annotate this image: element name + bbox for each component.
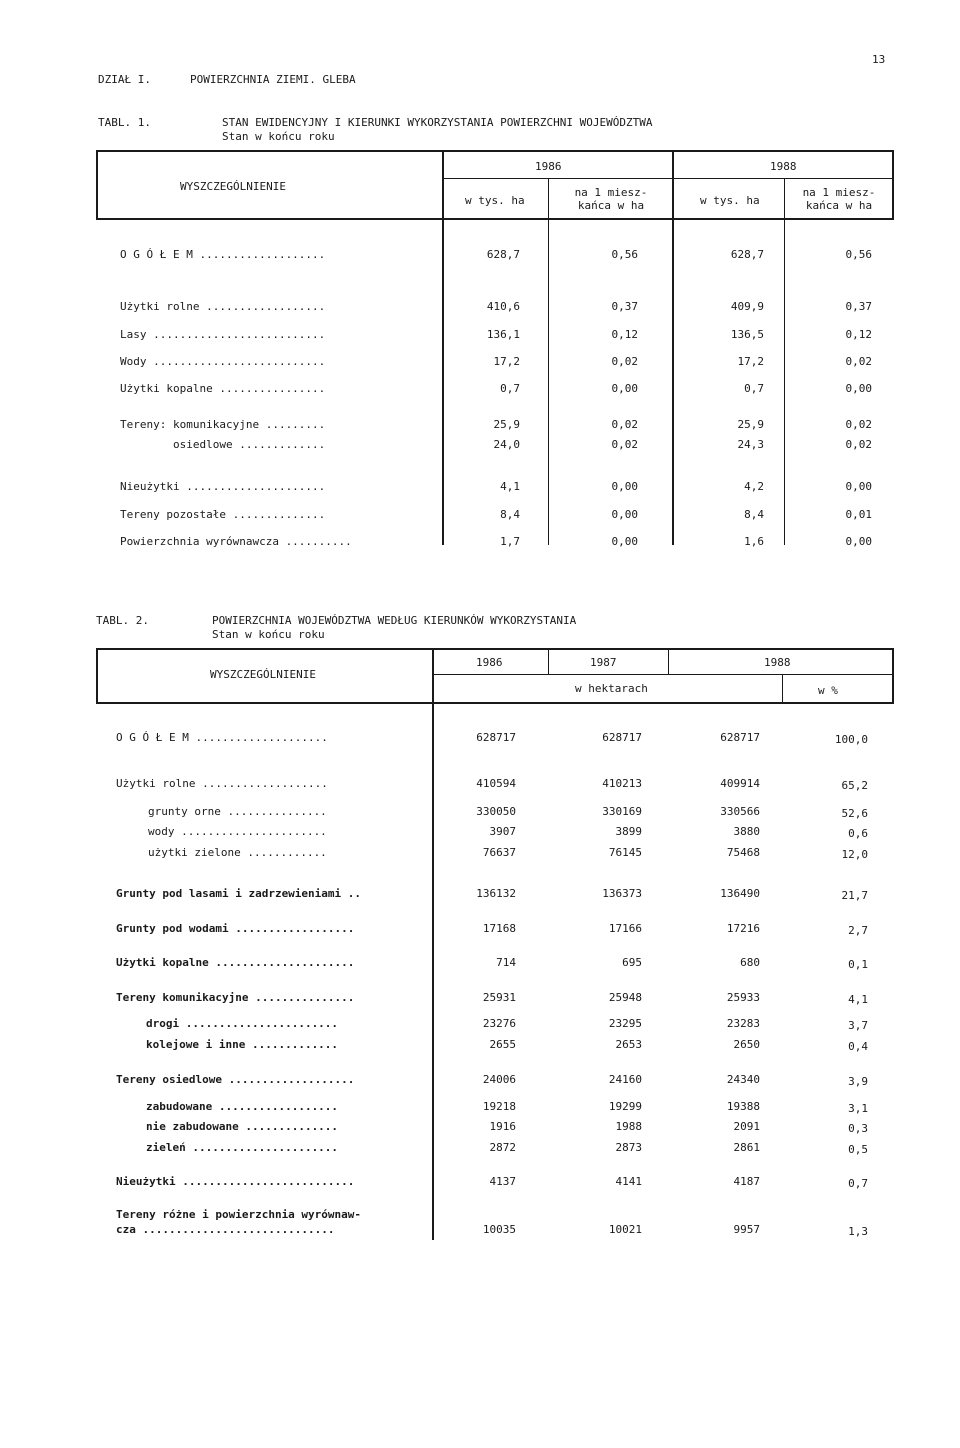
- table2-year-c: 1988: [764, 656, 791, 669]
- t1-row-7-v2: 0,00: [611, 480, 638, 493]
- table2-subtitle: Stan w końcu roku: [212, 628, 325, 641]
- t1-row-7-v4: 0,00: [845, 480, 872, 493]
- t2-row-14-v2: 2873: [615, 1141, 642, 1154]
- t2-row-0-v4: 100,0: [834, 733, 868, 746]
- t1-row-2-v4: 0,12: [845, 328, 872, 341]
- table2-title: POWIERZCHNIA WOJEWÓDZTWA WEDŁUG KIERUNKÓW WYKORZYSTANIA: [212, 614, 577, 627]
- t2-row-9-v2: 23295: [608, 1017, 642, 1030]
- t2-row-4-label: użytki zielone ............: [148, 846, 327, 859]
- t2-row-14-v1: 2872: [489, 1141, 516, 1154]
- t1-row-6-v3: 24,3: [737, 438, 764, 451]
- table2-unit-pct: w %: [818, 684, 838, 697]
- t2-row-9-v4: 3,7: [848, 1019, 868, 1032]
- t2-row-1-v4: 65,2: [841, 779, 868, 792]
- t1-row-7-label: Nieużytki .....................: [120, 480, 326, 493]
- table1-unit-pc-b2: kańca w ha: [805, 199, 873, 212]
- t1-row-5-v3: 25,9: [737, 418, 764, 431]
- t1-row-5-v2: 0,02: [611, 418, 638, 431]
- table2-year-a: 1986: [476, 656, 503, 669]
- t1-row-3-label: Wody ..........................: [120, 355, 326, 368]
- t2-row-10-v3: 2650: [733, 1038, 760, 1051]
- t2-row-12-v4: 3,1: [848, 1102, 868, 1115]
- t2-row-8-v2: 25948: [608, 991, 642, 1004]
- t1-row-5-v1: 25,9: [493, 418, 520, 431]
- t2-row-13-v3: 2091: [733, 1120, 760, 1133]
- t2-row-14-label: zieleń ......................: [146, 1141, 339, 1154]
- table1-col-header: WYSZCZEGÓLNIENIE: [180, 180, 286, 193]
- t2-row-2-v4: 52,6: [841, 807, 868, 820]
- t2-row-12-v3: 19388: [726, 1100, 760, 1113]
- table1-divider-year: [672, 150, 674, 545]
- t2-row-13-v1: 1916: [489, 1120, 516, 1133]
- t2-row-7-v2: 695: [622, 956, 642, 969]
- t2-row-16-v1: 10035: [482, 1223, 516, 1236]
- t1-row-8-v1: 8,4: [500, 508, 520, 521]
- t2-row-14-v4: 0,5: [848, 1143, 868, 1156]
- t2-row-7-v4: 0,1: [848, 958, 868, 971]
- table1-header-divider: [96, 218, 894, 220]
- t2-row-4-v2: 76145: [608, 846, 642, 859]
- t2-row-3-v3: 3880: [733, 825, 760, 838]
- t2-row-11-label: Tereny osiedlowe ...................: [116, 1073, 355, 1086]
- t2-row-6-label: Grunty pod wodami ..................: [116, 922, 355, 935]
- t2-row-9-label: drogi .......................: [146, 1017, 339, 1030]
- t2-row-15-v2: 4141: [615, 1175, 642, 1188]
- t1-row-9-v2: 0,00: [611, 535, 638, 548]
- table2-divider-c4: [782, 674, 783, 704]
- t1-row-2-label: Lasy ..........................: [120, 328, 326, 341]
- t2-row-2-v2: 330169: [602, 805, 642, 818]
- section-title: POWIERZCHNIA ZIEMI. GLEBA: [190, 73, 356, 86]
- t1-row-1-label: Użytki rolne ..................: [120, 300, 326, 313]
- t1-row-4-v4: 0,00: [845, 382, 872, 395]
- t1-row-9-label: Powierzchnia wyrównawcza ..........: [120, 535, 352, 548]
- t2-row-7-v1: 714: [496, 956, 516, 969]
- t1-row-8-v2: 0,00: [611, 508, 638, 521]
- t2-row-11-v3: 24340: [726, 1073, 760, 1086]
- t1-row-5-v4: 0,02: [845, 418, 872, 431]
- t1-row-0-v3: 628,7: [730, 248, 764, 261]
- table1-left-border: [96, 150, 98, 220]
- t2-row-10-label: kolejowe i inne .............: [146, 1038, 339, 1051]
- table1-year-divider: [442, 178, 894, 179]
- t2-row-8-label: Tereny komunikacyjne ...............: [116, 991, 355, 1004]
- table1-unit-pc-a1: na 1 miesz-: [574, 186, 648, 199]
- t2-row-6-v4: 2,7: [848, 924, 868, 937]
- t2-row-0-v3: 628717: [720, 731, 760, 744]
- table1-top-border: [96, 150, 894, 152]
- t2-row-5-v3: 136490: [720, 887, 760, 900]
- t2-row-0-label: O G Ó Ł E M ....................: [116, 731, 328, 744]
- t1-row-8-v3: 8,4: [744, 508, 764, 521]
- table1-right-border: [892, 150, 894, 220]
- t2-row-0-v1: 628717: [476, 731, 516, 744]
- table2-year-divider: [432, 674, 894, 675]
- t1-row-8-label: Tereny pozostałe ..............: [120, 508, 326, 521]
- t1-row-3-v1: 17,2: [493, 355, 520, 368]
- t1-row-4-v1: 0,7: [500, 382, 520, 395]
- table1-year-a: 1986: [535, 160, 562, 173]
- t1-row-2-v3: 136,5: [730, 328, 764, 341]
- t2-row-3-v4: 0,6: [848, 827, 868, 840]
- table1-unit-pc-b1: na 1 miesz-: [802, 186, 876, 199]
- t1-row-6-v2: 0,02: [611, 438, 638, 451]
- t2-row-15-v3: 4187: [733, 1175, 760, 1188]
- t2-row-4-v3: 75468: [726, 846, 760, 859]
- page-number: 13: [872, 53, 886, 66]
- t1-row-6-v1: 24,0: [493, 438, 520, 451]
- t1-row-0-v1: 628,7: [486, 248, 520, 261]
- t2-row-11-v2: 24160: [608, 1073, 642, 1086]
- table2-header-divider: [96, 702, 894, 704]
- t1-row-7-v3: 4,2: [744, 480, 764, 493]
- t2-row-14-v3: 2861: [733, 1141, 760, 1154]
- t2-row-4-v4: 12,0: [841, 848, 868, 861]
- t2-row-1-label: Użytki rolne ...................: [116, 777, 328, 790]
- t2-row-1-v2: 410213: [602, 777, 642, 790]
- t2-row-16-v2: 10021: [608, 1223, 642, 1236]
- t1-row-6-v4: 0,02: [845, 438, 872, 451]
- t2-row-6-v1: 17168: [482, 922, 516, 935]
- table2-year-b: 1987: [590, 656, 617, 669]
- t2-row-3-v1: 3907: [489, 825, 516, 838]
- table2-left-border: [96, 648, 98, 704]
- t2-row-10-v1: 2655: [489, 1038, 516, 1051]
- t1-row-3-v2: 0,02: [611, 355, 638, 368]
- t2-row-5-label: Grunty pod lasami i zadrzewieniami ..: [116, 887, 362, 900]
- t1-row-4-label: Użytki kopalne ................: [120, 382, 326, 395]
- table1-divider-c4: [784, 178, 785, 545]
- t1-row-4-v3: 0,7: [744, 382, 764, 395]
- t1-row-2-v1: 136,1: [486, 328, 520, 341]
- table2-divider-c2: [548, 648, 549, 674]
- table2-top-border: [96, 648, 894, 650]
- t1-row-1-v1: 410,6: [486, 300, 520, 313]
- t2-row-7-label: Użytki kopalne .....................: [116, 956, 355, 969]
- t2-row-3-v2: 3899: [615, 825, 642, 838]
- t2-row-5-v4: 21,7: [841, 889, 868, 902]
- t2-row-8-v4: 4,1: [848, 993, 868, 1006]
- table1-subtitle: Stan w końcu roku: [222, 130, 335, 143]
- t1-row-4-v2: 0,00: [611, 382, 638, 395]
- t1-row-1-v3: 409,9: [730, 300, 764, 313]
- table1-label: TABL. 1.: [98, 116, 151, 129]
- t1-row-6-label: osiedlowe .............: [120, 438, 326, 451]
- t1-row-0-v4: 0,56: [845, 248, 872, 261]
- t2-row-15-label: Nieużytki ..........................: [116, 1175, 355, 1188]
- t1-row-7-v1: 4,1: [500, 480, 520, 493]
- t2-row-10-v2: 2653: [615, 1038, 642, 1051]
- table2-label: TABL. 2.: [96, 614, 149, 627]
- t2-row-16-v3: 9957: [733, 1223, 760, 1236]
- t1-row-9-v4: 0,00: [845, 535, 872, 548]
- t2-row-4-v1: 76637: [482, 846, 516, 859]
- t2-row-12-v2: 19299: [608, 1100, 642, 1113]
- t1-row-1-v2: 0,37: [611, 300, 638, 313]
- t2-row-1-v3: 409914: [720, 777, 760, 790]
- t1-row-0-v2: 0,56: [611, 248, 638, 261]
- t2-row-9-v1: 23276: [482, 1017, 516, 1030]
- t2-row-13-label: nie zabudowane ..............: [146, 1120, 339, 1133]
- t2-row-8-v1: 25931: [482, 991, 516, 1004]
- table1-unit-ths-a: w tys. ha: [465, 194, 525, 207]
- t2-row-15-v4: 0,7: [848, 1177, 868, 1190]
- t2-row-13-v2: 1988: [615, 1120, 642, 1133]
- t2-row-1-v1: 410594: [476, 777, 516, 790]
- t2-row-6-v2: 17166: [608, 922, 642, 935]
- table2-divider-c3: [668, 648, 669, 674]
- table1-unit-ths-b: w tys. ha: [700, 194, 760, 207]
- table1-title: STAN EWIDENCYJNY I KIERUNKI WYKORZYSTANIA POWIERZCHNI WOJEWÓDZTWA: [222, 116, 653, 129]
- t1-row-2-v2: 0,12: [611, 328, 638, 341]
- table1-divider-c2: [548, 178, 549, 545]
- t2-row-3-label: wody ......................: [148, 825, 327, 838]
- t2-row-16-label: Tereny różne i powierzchnia wyrównaw-: [116, 1208, 362, 1221]
- t2-row-5-v2: 136373: [602, 887, 642, 900]
- t2-row-2-v1: 330050: [476, 805, 516, 818]
- t1-row-8-v4: 0,01: [845, 508, 872, 521]
- t2-row-0-v2: 628717: [602, 731, 642, 744]
- table2-col-header: WYSZCZEGÓLNIENIE: [210, 668, 316, 681]
- t1-row-9-v1: 1,7: [500, 535, 520, 548]
- t2-row-8-v3: 25933: [726, 991, 760, 1004]
- t1-row-3-v4: 0,02: [845, 355, 872, 368]
- t2-row-5-v1: 136132: [476, 887, 516, 900]
- t2-row-16-v4: 1,3: [848, 1225, 868, 1238]
- t2-row-16-label-cont: cza .............................: [116, 1223, 335, 1236]
- t2-row-13-v4: 0,3: [848, 1122, 868, 1135]
- t2-row-9-v3: 23283: [726, 1017, 760, 1030]
- table1-year-b: 1988: [770, 160, 797, 173]
- table2-right-border: [892, 648, 894, 704]
- t2-row-12-label: zabudowane ..................: [146, 1100, 339, 1113]
- table2-unit-ha: w hektarach: [575, 682, 648, 695]
- t2-row-2-label: grunty orne ...............: [148, 805, 327, 818]
- section-label: DZIAŁ I.: [98, 73, 151, 86]
- t2-row-6-v3: 17216: [726, 922, 760, 935]
- t2-row-10-v4: 0,4: [848, 1040, 868, 1053]
- t2-row-2-v3: 330566: [720, 805, 760, 818]
- t2-row-15-v1: 4137: [489, 1175, 516, 1188]
- t1-row-5-label: Tereny: komunikacyjne .........: [120, 418, 326, 431]
- t2-row-7-v3: 680: [740, 956, 760, 969]
- t2-row-11-v1: 24006: [482, 1073, 516, 1086]
- t1-row-3-v3: 17,2: [737, 355, 764, 368]
- t2-row-12-v1: 19218: [482, 1100, 516, 1113]
- table1-unit-pc-a2: kańca w ha: [577, 199, 645, 212]
- t1-row-0-label: O G Ó Ł E M ...................: [120, 248, 326, 261]
- t1-row-1-v4: 0,37: [845, 300, 872, 313]
- t1-row-9-v3: 1,6: [744, 535, 764, 548]
- t2-row-11-v4: 3,9: [848, 1075, 868, 1088]
